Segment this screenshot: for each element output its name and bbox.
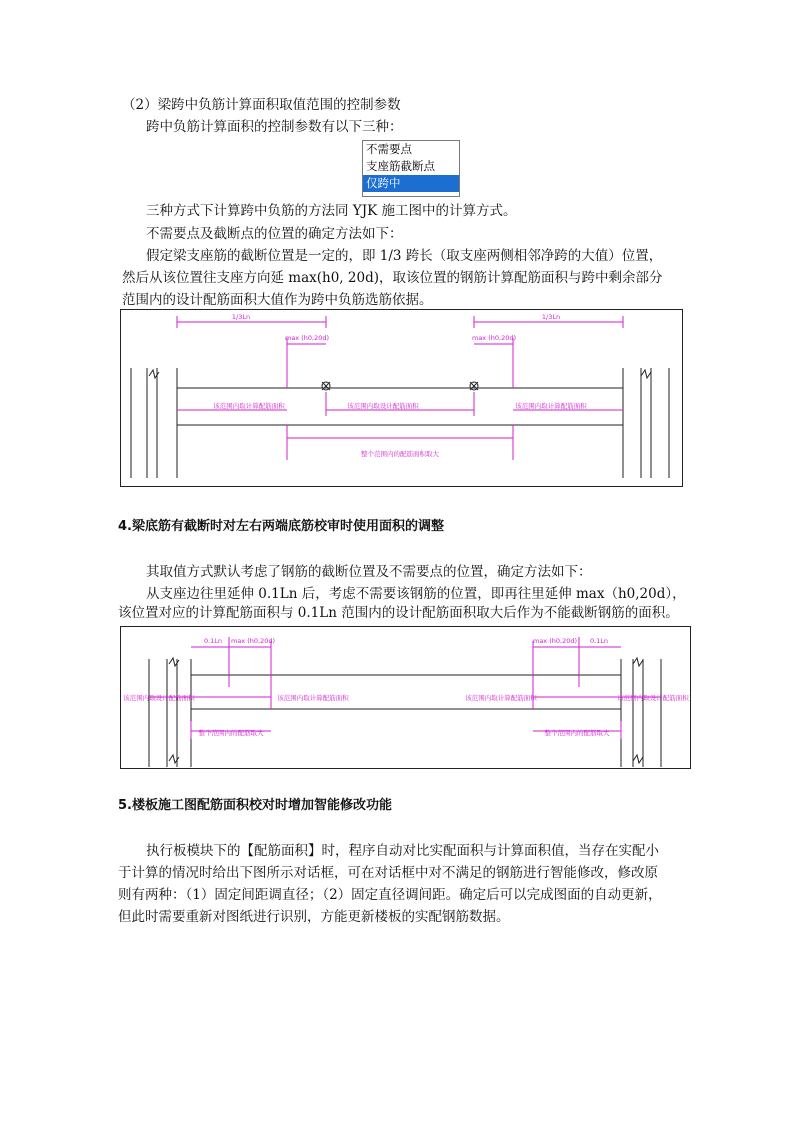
figure2-label-left-mid: 该范围内取计算配筋面积 xyxy=(277,694,349,702)
figure2-max-left: max (h0,20d) xyxy=(230,637,276,645)
section-2-p3-line2: 然后从该位置往支座方向延 max(h0, 20d)，取该位置的钢筋计算配筋面积与跨中剩余部分 xyxy=(122,270,663,286)
section-4-heading: 4.梁底筋有截断时对左右两端底筋校审时使用面积的调整 xyxy=(118,519,444,534)
figure2-label-far-left: 该范围内取设计配筋面积 xyxy=(123,694,195,702)
figure1-label-mid: 该范围内取设计配筋面积 xyxy=(347,402,419,410)
section-2-p3-line1: 假定梁支座筋的截断位置是一定的，即 1/3 跨长（取支座两侧相邻净跨的大值）位置， xyxy=(146,248,663,264)
figure1-max-left: max (h0,20d) xyxy=(284,334,330,342)
dropdown-option-not-needed[interactable]: 不需要点 xyxy=(366,142,412,156)
figure2-label-bottom-left: 整个范围内的配筋取大 xyxy=(198,729,264,737)
figure2-label-right-mid: 该范围内取计算配筋面积 xyxy=(465,694,537,702)
section-5-p1-line1: 执行板模块下的【配筋面积】时，程序自动对比实配面积与计算面积值，当存在实配小 xyxy=(146,843,659,859)
figure2-label-far-right: 该范围内取设计配筋面积 xyxy=(617,694,689,702)
section-4-p1: 其取值方式默认考虑了钢筋的截断位置及不需要点的位置，确定方法如下： xyxy=(146,564,592,580)
section-4-p2-line2: 该位置对应的计算配筋面积与 0.1Ln 范围内的设计配筋面积取大后作为不能截断钢筋的面积。 xyxy=(118,605,679,621)
figure1-max-right: max (h0,20d) xyxy=(471,334,517,342)
figure1-dim-left: 1/3Ln xyxy=(231,313,251,321)
section-5-heading: 5.楼板施工图配筋面积校对时增加智能修改功能 xyxy=(118,798,392,813)
section-5-p1-line3: 则有两种：（1）固定间距调直径；（2）固定直径调间距。确定后可以完成图面的自动更新， xyxy=(118,887,662,903)
figure1-dim-right: 1/3Ln xyxy=(541,313,561,321)
figure1-label-bottom: 整个范围内的配筋面积取大 xyxy=(361,450,439,458)
section-2-p3-line3: 范围内的设计配筋面积大值作为跨中负筋选筋依据。 xyxy=(122,292,433,308)
dropdown-option-cutoff[interactable]: 支座筋截断点 xyxy=(366,159,435,173)
section-2-heading: （2）梁跨中负筋计算面积取值范围的控制参数 xyxy=(122,97,401,113)
figure2-dim-right: 0.1Ln xyxy=(589,637,609,645)
figure1-label-left: 该范围内取计算配筋面积 xyxy=(213,402,285,410)
section-5-p1-line4: 但此时需要重新对图纸进行识别，方能更新楼板的实配钢筋数据。 xyxy=(118,909,510,925)
figure2-dim-left: 0.1Ln xyxy=(203,637,223,645)
section-2-intro: 跨中负筋计算面积的控制参数有以下三种： xyxy=(146,119,403,135)
figure1-label-right: 该范围内取计算配筋面积 xyxy=(515,402,587,410)
section-2-p1: 三种方式下计算跨中负筋的方法同 YJK 施工图中的计算方式。 xyxy=(146,203,517,219)
section-5-p1-line2: 于计算的情况时给出下图所示对话框，可在对话框中对不满足的钢筋进行智能修改，修改原 xyxy=(118,865,658,881)
figure-bottom-rebar-cutoff xyxy=(120,626,691,769)
figure2-max-right: max (h0,20d) xyxy=(532,637,578,645)
figure2-label-bottom-right: 整个范围内的配筋取大 xyxy=(544,729,610,737)
section-4-p2-line1: 从支座边往里延伸 0.1Ln 后，考虑不需要该钢筋的位置，即再往里延伸 max（h0,20d）， xyxy=(146,586,686,602)
section-2-p2: 不需要点及截断点的位置的确定方法如下： xyxy=(146,226,403,242)
control-param-dropdown[interactable] xyxy=(362,140,460,197)
figure-midspan-negative-rebar xyxy=(120,309,683,487)
dropdown-option-midspan[interactable]: 仅跨中 xyxy=(363,175,459,192)
